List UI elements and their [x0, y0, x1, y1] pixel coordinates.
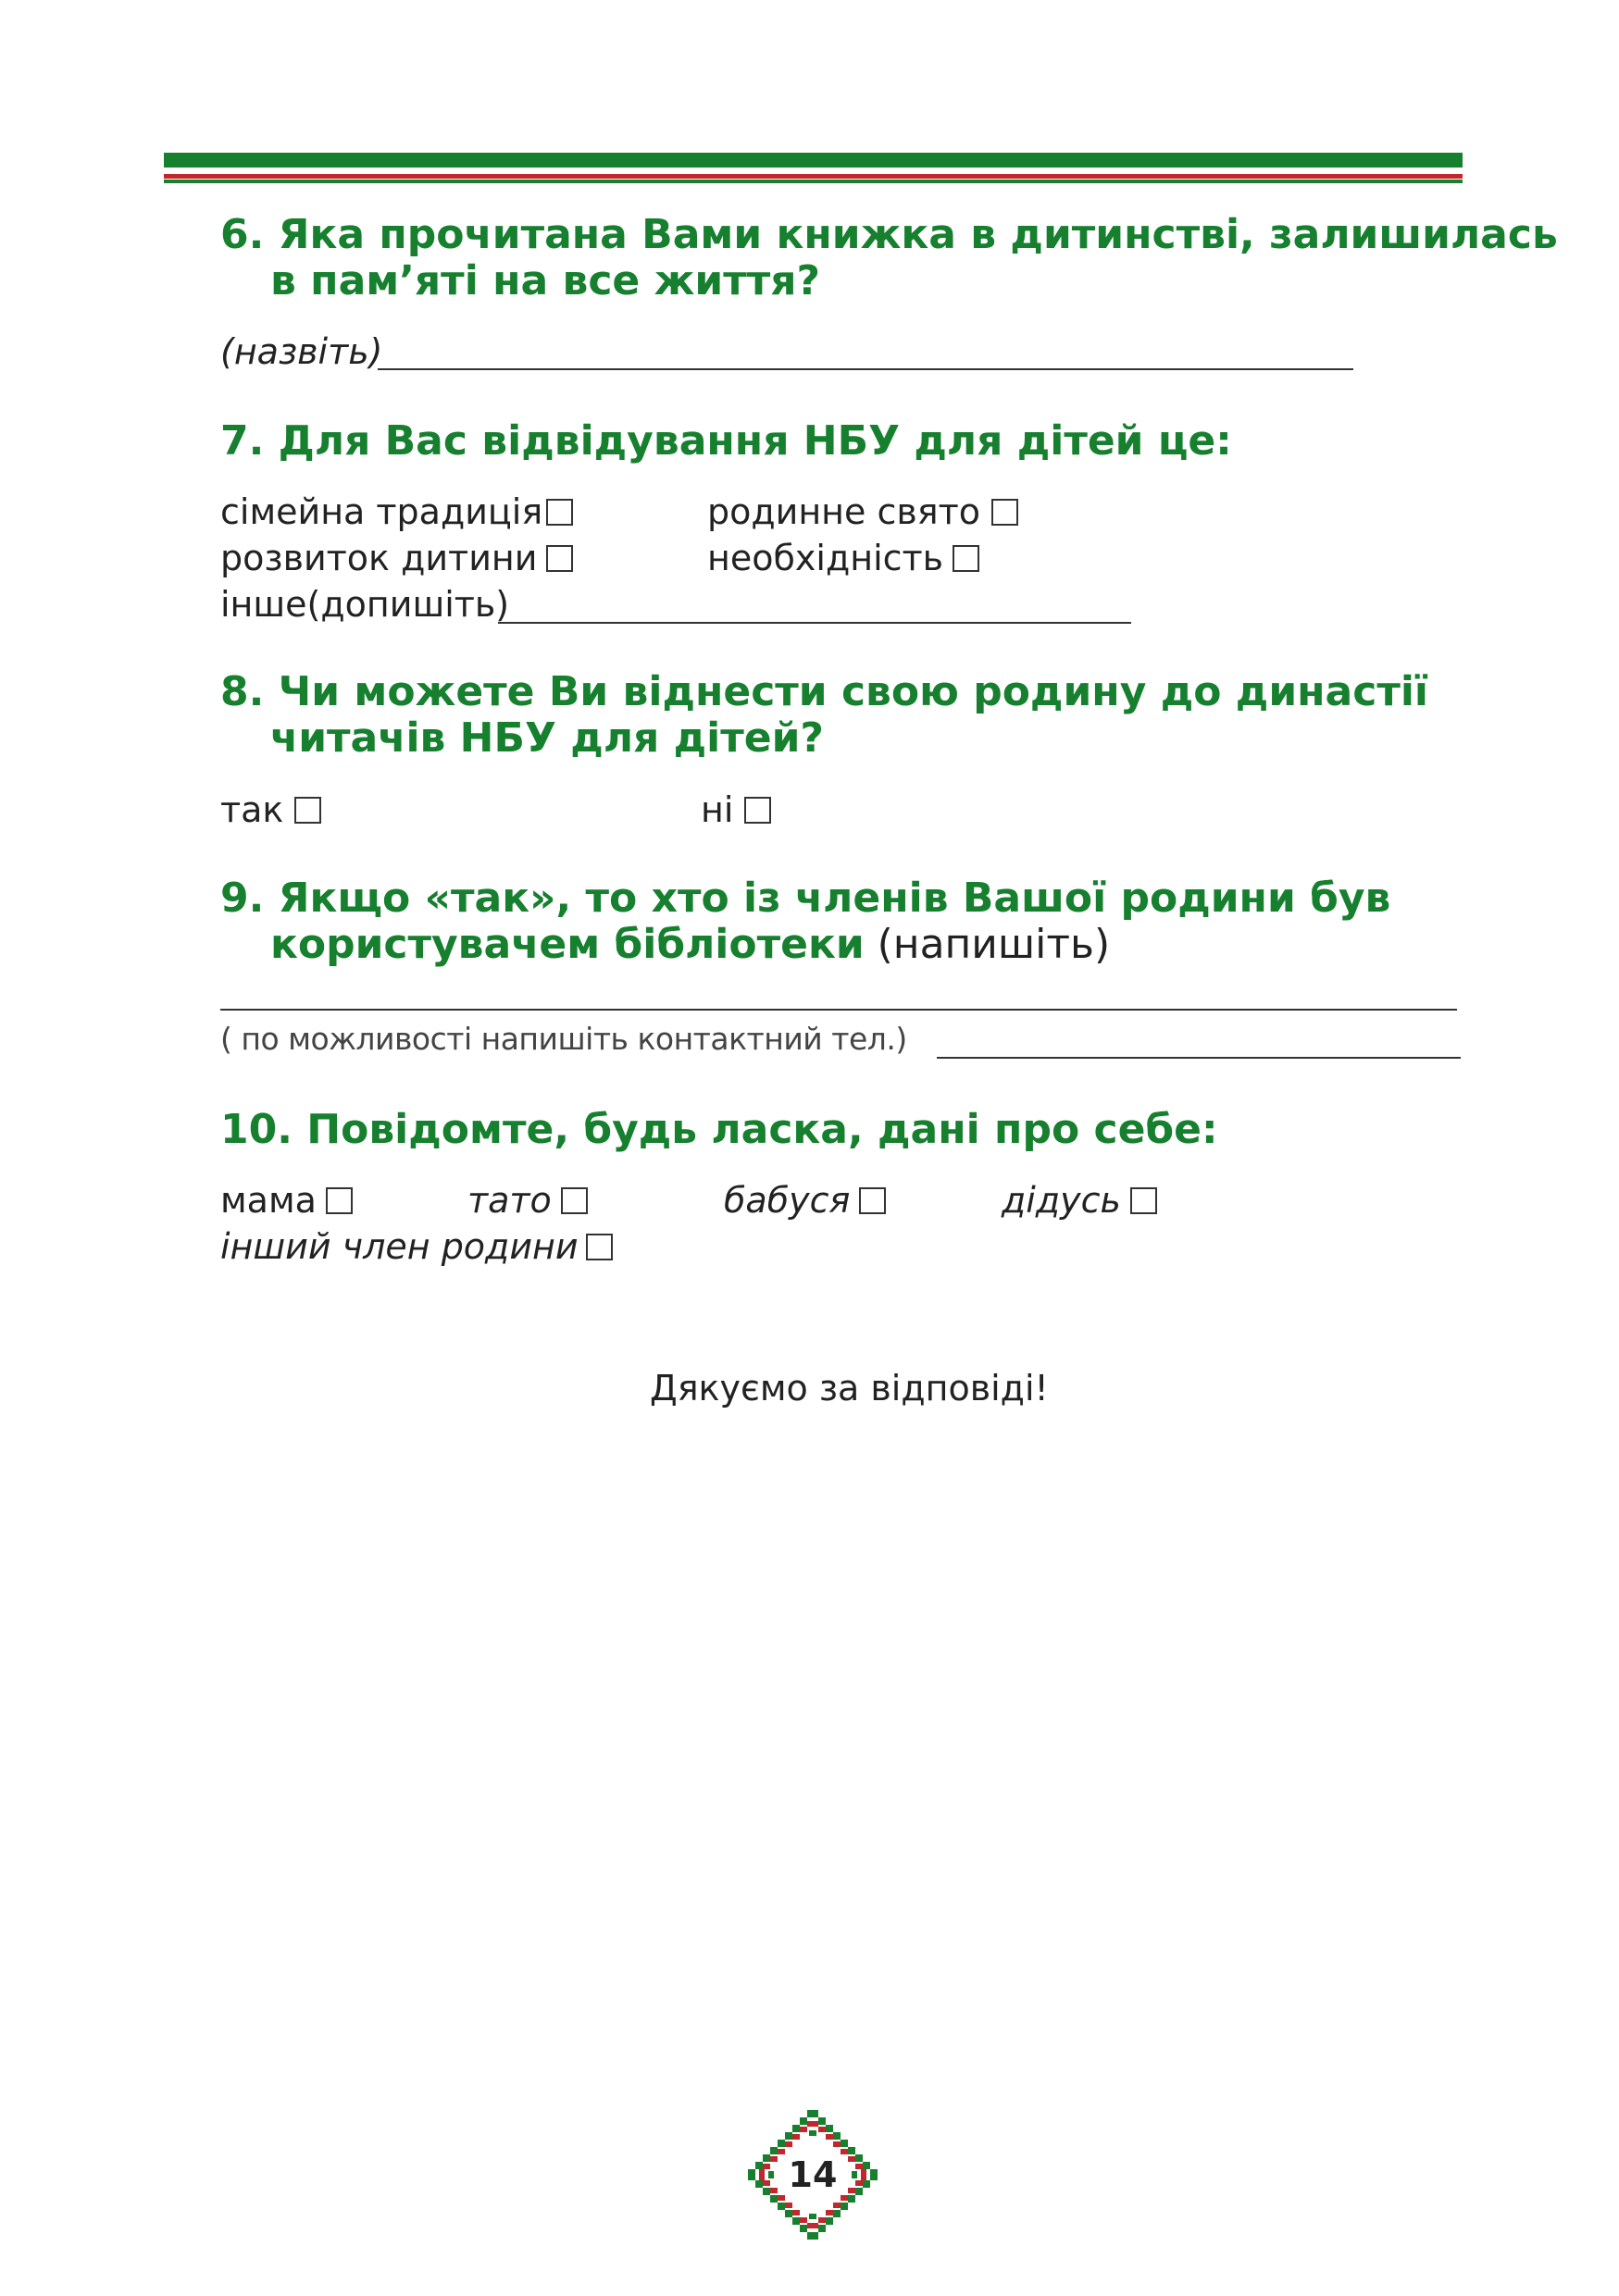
question-6-title: [220, 212, 1558, 304]
question-8-title: [220, 669, 1428, 762]
option-label: тато: [467, 1180, 552, 1221]
checkbox[interactable]: [546, 499, 573, 526]
option-label: родинне свято: [707, 491, 981, 532]
question-9-phone-hint: ( по можливості напишіть контактний тел.): [220, 1021, 907, 1057]
question-10-title: 10. Повідомте, будь ласка, дані про себе:: [220, 1106, 1218, 1153]
question-9-line2-bold: користувачем бібліотеки: [270, 921, 865, 968]
checkbox[interactable]: [991, 499, 1018, 526]
option-label: сімейна традиція: [220, 491, 543, 532]
option-family-tradition: [220, 490, 573, 534]
option-label: розвиток дитини: [220, 538, 538, 578]
page-number-ornament: [748, 2110, 878, 2240]
option-other-member: [220, 1224, 613, 1269]
option-label: мама: [220, 1180, 317, 1221]
option-label: дідусь: [1002, 1180, 1121, 1221]
option-other-answer-line[interactable]: [498, 622, 1131, 624]
option-necessity: [707, 536, 979, 580]
question-6-name-label: (назвіть): [220, 331, 383, 372]
option-other-label: інше(допишіть): [220, 584, 510, 625]
option-family-holiday: [707, 490, 1018, 534]
option-grandma: [724, 1178, 886, 1222]
checkbox[interactable]: [859, 1187, 886, 1214]
question-9-phone-line[interactable]: [937, 1057, 1461, 1059]
option-label: ні: [701, 789, 734, 830]
checkbox[interactable]: [294, 797, 321, 824]
thanks-message: Дякуємо за відповіді!: [650, 1368, 1049, 1409]
checkbox[interactable]: [586, 1234, 613, 1260]
header-stripe-green: [164, 153, 1463, 168]
question-9-line1: 9. Якщо «так», то хто із членів Вашої родини був: [220, 875, 1391, 922]
question-8-line1: 8. Чи можете Ви віднести свою родину до династії: [220, 668, 1428, 715]
option-label: інший член родини: [220, 1226, 579, 1267]
option-child-development: [220, 536, 573, 580]
checkbox[interactable]: [1130, 1187, 1157, 1214]
checkbox[interactable]: [744, 797, 771, 824]
option-mom: [220, 1178, 353, 1222]
checkbox[interactable]: [953, 545, 979, 572]
question-9-line2: [220, 922, 1390, 968]
question-6-line1: 6. Яка прочитана Вами книжка в дитинстві, залишилась: [220, 211, 1558, 258]
question-9-title: [220, 875, 1390, 968]
option-dad: [467, 1178, 588, 1222]
checkbox[interactable]: [326, 1187, 353, 1214]
option-no: [701, 788, 771, 832]
question-9-answer-line[interactable]: [220, 1009, 1457, 1011]
option-label: так: [220, 789, 284, 830]
checkbox[interactable]: [546, 545, 573, 572]
question-9-write-hint: (напишіть): [864, 921, 1111, 968]
option-yes: [220, 788, 321, 832]
question-8-line2: читачів НБУ для дітей?: [270, 714, 824, 762]
header-stripe-green-thin: [164, 180, 1463, 183]
page-number: 14: [788, 2154, 838, 2195]
checkbox[interactable]: [561, 1187, 588, 1214]
question-7-title: 7. Для Вас відвідування НБУ для дітей це:: [220, 417, 1232, 465]
question-6-line2: в пам’яті на все життя?: [270, 257, 820, 304]
header-stripe-red: [164, 174, 1463, 179]
option-label: бабуся: [724, 1180, 851, 1221]
option-label: необхідність: [707, 538, 944, 578]
question-6-answer-line[interactable]: [378, 368, 1353, 370]
option-grandpa: [1002, 1178, 1157, 1222]
